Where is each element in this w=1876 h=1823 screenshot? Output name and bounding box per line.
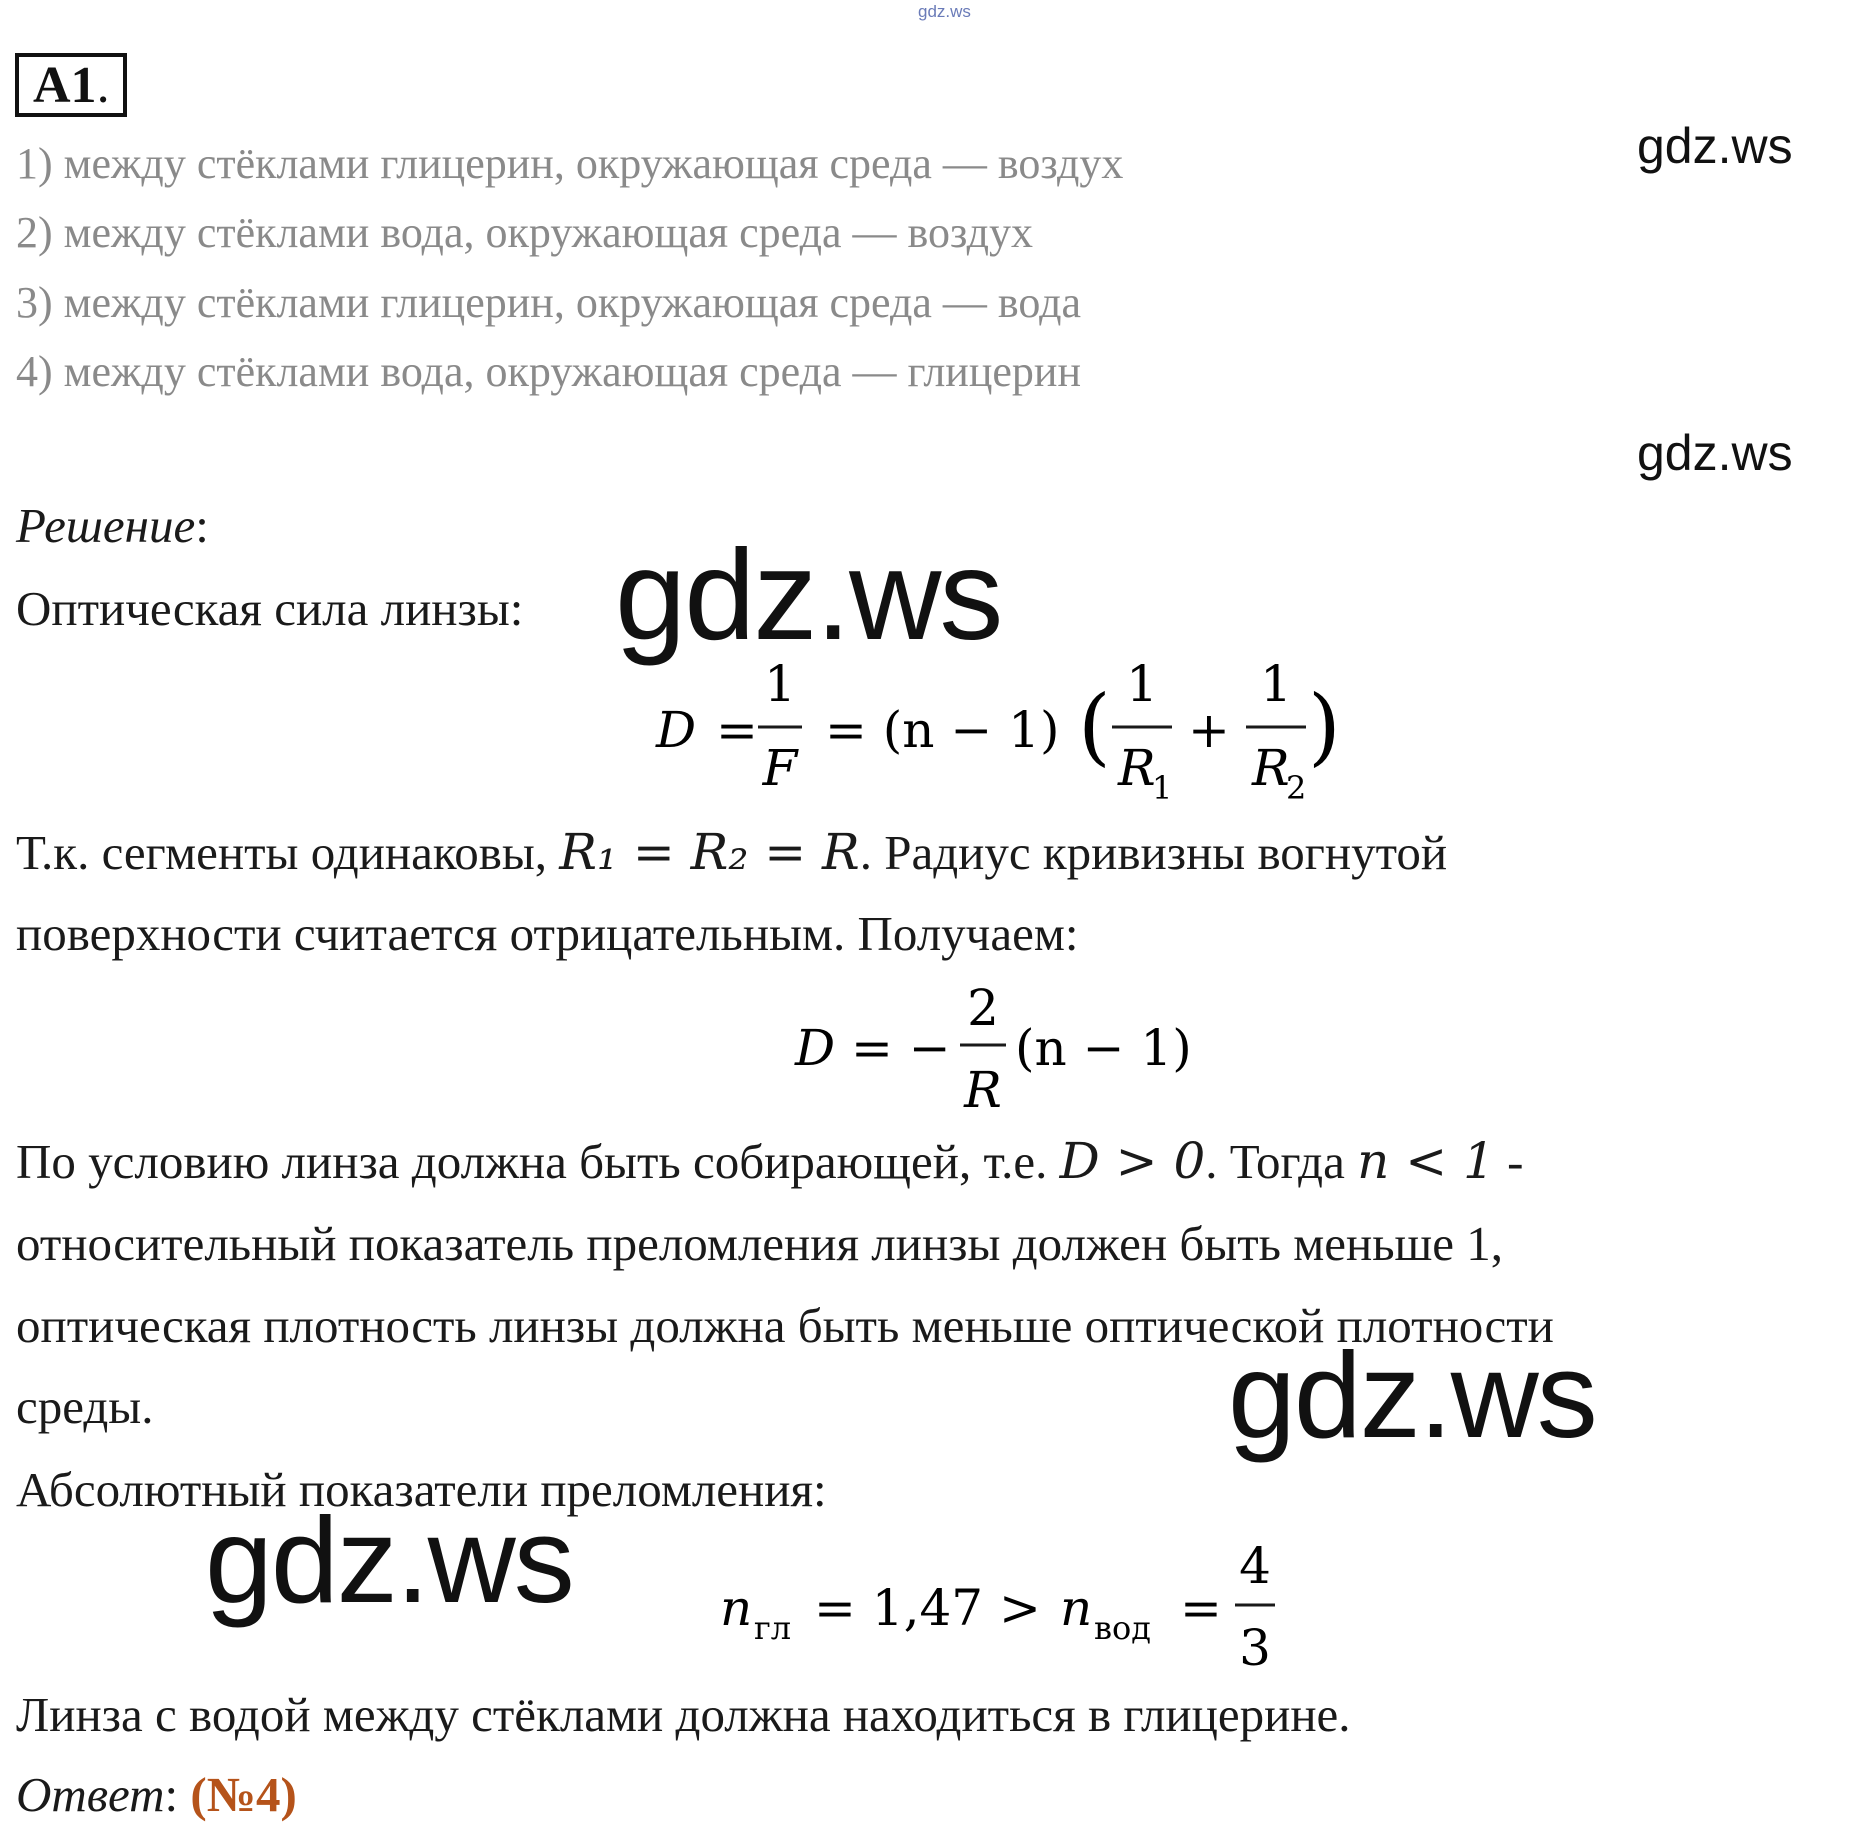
paragraph1-line2: поверхности считается отрицательным. Получаем: xyxy=(16,906,1079,961)
absolute-index-line: Абсолютный показатели преломления: xyxy=(16,1462,827,1517)
optical-power-line: Оптическая сила линзы: xyxy=(16,581,524,636)
f1-plus: + xyxy=(1188,701,1230,759)
formula-lens-power xyxy=(640,655,1360,815)
f1-frac3-den: R xyxy=(1252,739,1290,797)
watermark: gdz.ws xyxy=(1228,1327,1596,1463)
watermark: gdz.ws xyxy=(615,524,1002,667)
answer-colon: : xyxy=(164,1767,179,1822)
answer-line xyxy=(16,1766,297,1823)
formula-refractive-indices xyxy=(710,1535,1310,1685)
f3-eq: = xyxy=(1180,1579,1222,1637)
option-1: 1) между стёклами глицерин, окружающая среда — воздух xyxy=(16,139,1124,188)
answer-label: Ответ xyxy=(16,1767,165,1822)
solution-label: Решение xyxy=(16,498,196,553)
f1-frac3-num: 1 xyxy=(1260,655,1292,713)
f1-frac3-sub: 2 xyxy=(1286,769,1307,807)
f2-den: R xyxy=(964,1061,1002,1119)
f1-frac1-num: 1 xyxy=(764,655,796,713)
watermark: gdz.ws xyxy=(205,1492,573,1628)
paragraph2-line4: среды. xyxy=(16,1379,154,1434)
paragraph2-line2: относительный показатель преломления линзы должен быть меньше 1, xyxy=(16,1216,1504,1271)
paragraph2-line1 xyxy=(16,1132,1523,1190)
p2-math2: n < 1 xyxy=(1357,1132,1495,1190)
formula-power-simplified xyxy=(785,975,1225,1125)
f2-num: 2 xyxy=(967,979,999,1037)
paragraph2-line3: оптическая плотность линзы должна быть меньше оптической плотности xyxy=(16,1298,1554,1353)
f3-n1: n xyxy=(720,1579,753,1637)
solution-heading xyxy=(16,497,209,554)
watermark: gdz.ws xyxy=(1637,118,1793,174)
watermark: gdz.ws xyxy=(1637,425,1793,481)
f2-rhs: (n − 1) xyxy=(1015,1019,1192,1077)
option-2: 2) между стёклами вода, окружающая среда — воздух xyxy=(16,208,1033,257)
option-3: 3) между стёклами глицерин, окружающая среда — вода xyxy=(16,278,1082,327)
f1-frac1-den: F xyxy=(762,739,798,797)
p1-text-b: . Радиус кривизны вогнутой xyxy=(859,825,1448,880)
watermark-top: gdz.ws xyxy=(918,2,971,21)
f3-den: 3 xyxy=(1239,1619,1271,1677)
p1-text-a: Т.к. сегменты одинаковы, xyxy=(16,825,560,880)
f1-eq: = xyxy=(716,701,758,759)
f1-mid: = (n − 1) xyxy=(825,701,1060,759)
f2-lhs: D = − xyxy=(795,1019,951,1077)
conclusion-line: Линза с водой между стёклами должна находиться в глицерине. xyxy=(16,1687,1351,1742)
p2-text-b: . Тогда xyxy=(1205,1134,1358,1189)
task-label-dot: . xyxy=(96,57,110,114)
p1-math: R₁ = R₂ = R xyxy=(559,823,860,881)
answer-value: (№4) xyxy=(190,1767,297,1822)
f1-paren-right: ) xyxy=(1308,677,1341,775)
task-label xyxy=(15,53,127,117)
p2-math1: D > 0 xyxy=(1059,1132,1206,1190)
paragraph1-line1 xyxy=(16,823,1447,881)
f1-paren-left: ( xyxy=(1078,677,1111,775)
f1-frac2-sub: 1 xyxy=(1152,769,1173,807)
solution-colon: : xyxy=(195,498,209,553)
f1-frac2-num: 1 xyxy=(1126,655,1158,713)
f3-n1-sub: гл xyxy=(754,1609,792,1647)
f1-lhs: D xyxy=(656,701,697,759)
f1-frac2-den: R xyxy=(1118,739,1156,797)
task-label-text: A1 xyxy=(33,57,97,114)
option-4: 4) между стёклами вода, окружающая среда — глицерин xyxy=(16,347,1082,396)
f3-num: 4 xyxy=(1239,1537,1271,1595)
f3-n2: n xyxy=(1060,1579,1093,1637)
p2-text-a: По условию линза должна быть собирающей, т.е. xyxy=(16,1134,1060,1189)
f3-n2-sub: вод xyxy=(1094,1609,1151,1647)
f3-mid: = 1,47 > xyxy=(814,1579,1041,1637)
p2-text-c: - xyxy=(1494,1134,1524,1189)
